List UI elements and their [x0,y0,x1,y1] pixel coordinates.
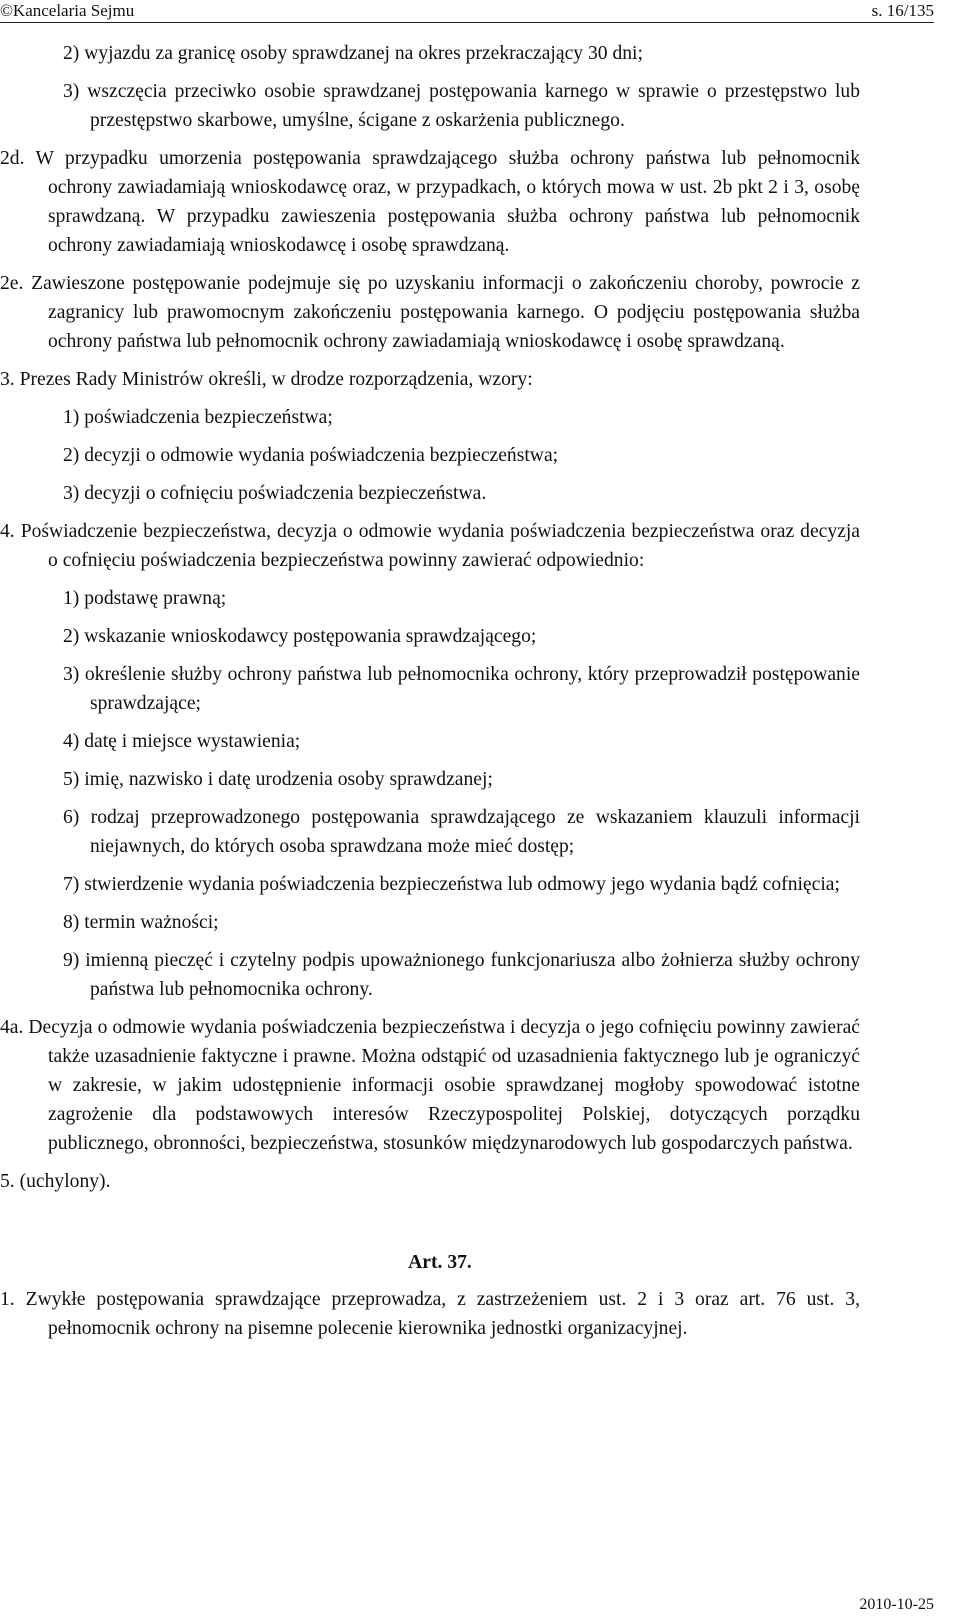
copyright-header: ©Kancelaria Sejmu [0,1,135,20]
list-item: 5) imię, nazwisko i datę urodzenia osoby sprawdzanej; [63,769,493,790]
page-number: s. 16/135 [871,1,934,20]
list-item: 3) określenie służby ochrony państwa lub pełnomocnika ochrony, który przeprowadził postępowanie sprawdzające; [63,664,860,714]
list-item: 2) decyzji o odmowie wydania poświadczenia bezpieczeństwa; [63,445,559,466]
list-item: 6) rodzaj przeprowadzonego postępowania sprawdzającego ze wskazaniem klauzuli informacji niejawnych, do których osoba sprawdzana może mieć dostęp; [63,807,860,857]
document-body [0,34,860,1343]
list-item: 9) imienną pieczęć i czytelny podpis upoważnionego funkcjonariusza albo żołnierza służby ochrony państwa lub pełnomocnika ochrony. [63,950,860,1000]
header-divider [0,22,934,23]
list-item: 2) wskazanie wnioskodawcy postępowania sprawdzającego; [63,626,537,647]
footer-date: 2010-10-25 [859,1596,934,1613]
list-item: 1) poświadczenia bezpieczeństwa; [63,407,333,428]
list-item: 1) podstawę prawną; [63,588,227,609]
list-item: 4) datę i miejsce wystawienia; [63,731,301,752]
section-paragraph-3: 3. Prezes Rady Ministrów określi, w drodze rozporządzenia, wzory: [0,369,533,390]
list-item: 8) termin ważności; [63,912,219,933]
section-paragraph-2d: 2d. W przypadku umorzenia postępowania sprawdzającego służba ochrony państwa lub pełnomocnik ochrony zawiadamiają wnioskodawcę oraz, w przypadkach, o których mowa w ust. 2b pkt 2 i 3, osobę sprawdzaną. W przypadku zawieszenia postępowania służba ochrony państwa lub pełnomocnik ochrony zawiadamiają wnioskodawcę i osobę sprawdzaną. [0,148,860,256]
section-paragraph-4: 4. Poświadczenie bezpieczeństwa, decyzja o odmowie wydania poświadczenia bezpieczeństwa oraz decyzja o cofnięciu poświadczenia bezpieczeństwa powinny zawierać odpowiednio: [0,521,860,571]
section-paragraph-art37-1: 1. Zwykłe postępowania sprawdzające przeprowadza, z zastrzeżeniem ust. 2 i 3 oraz art. 76 ust. 3, pełnomocnik ochrony na pisemne polecenie kierownika jednostki organizacyjnej. [0,1289,860,1339]
section-paragraph-2e: 2e. Zawieszone postępowanie podejmuje się po uzyskaniu informacji o zakończeniu choroby, powrocie z zagranicy lub prawomocnym zakończeniu postępowania karnego. O podjęciu postępowania służba ochrony państwa lub pełnomocnik ochrony zawiadamiają wnioskodawcę i osobę sprawdzaną. [0,273,860,352]
section-paragraph-4a: 4a. Decyzja o odmowie wydania poświadczenia bezpieczeństwa i decyzja o jego cofnięciu powinny zawierać także uzasadnienie faktyczne i prawne. Można odstąpić od uzasadnienia faktycznego lub je ograniczyć w zakresie, w jakim udostępnienie informacji osobie sprawdzanej mogłoby spowodować istotne zagrożenie dla podstawowych interesów Rzeczypospolitej Polskiej, dotyczących porządku publicznego, obronności, bezpieczeństwa, stosunków międzynarodowych lub gospodarczych państwa. [0,1017,860,1154]
list-item: 7) stwierdzenie wydania poświadczenia bezpieczeństwa lub odmowy jego wydania bądź cofnięcia; [63,874,840,895]
list-item: 2) wyjazdu za granicę osoby sprawdzanej na okres przekraczający 30 dni; [63,43,643,64]
section-paragraph-5: 5. (uchylony). [0,1171,111,1192]
list-item: 3) wszczęcia przeciwko osobie sprawdzanej postępowania karnego w sprawie o przestępstwo lub przestępstwo skarbowe, umyślne, ścigane z oskarżenia publicznego. [63,81,860,131]
list-item: 3) decyzji o cofnięciu poświadczenia bezpieczeństwa. [63,483,487,504]
article-heading: Art. 37. [408,1252,472,1273]
